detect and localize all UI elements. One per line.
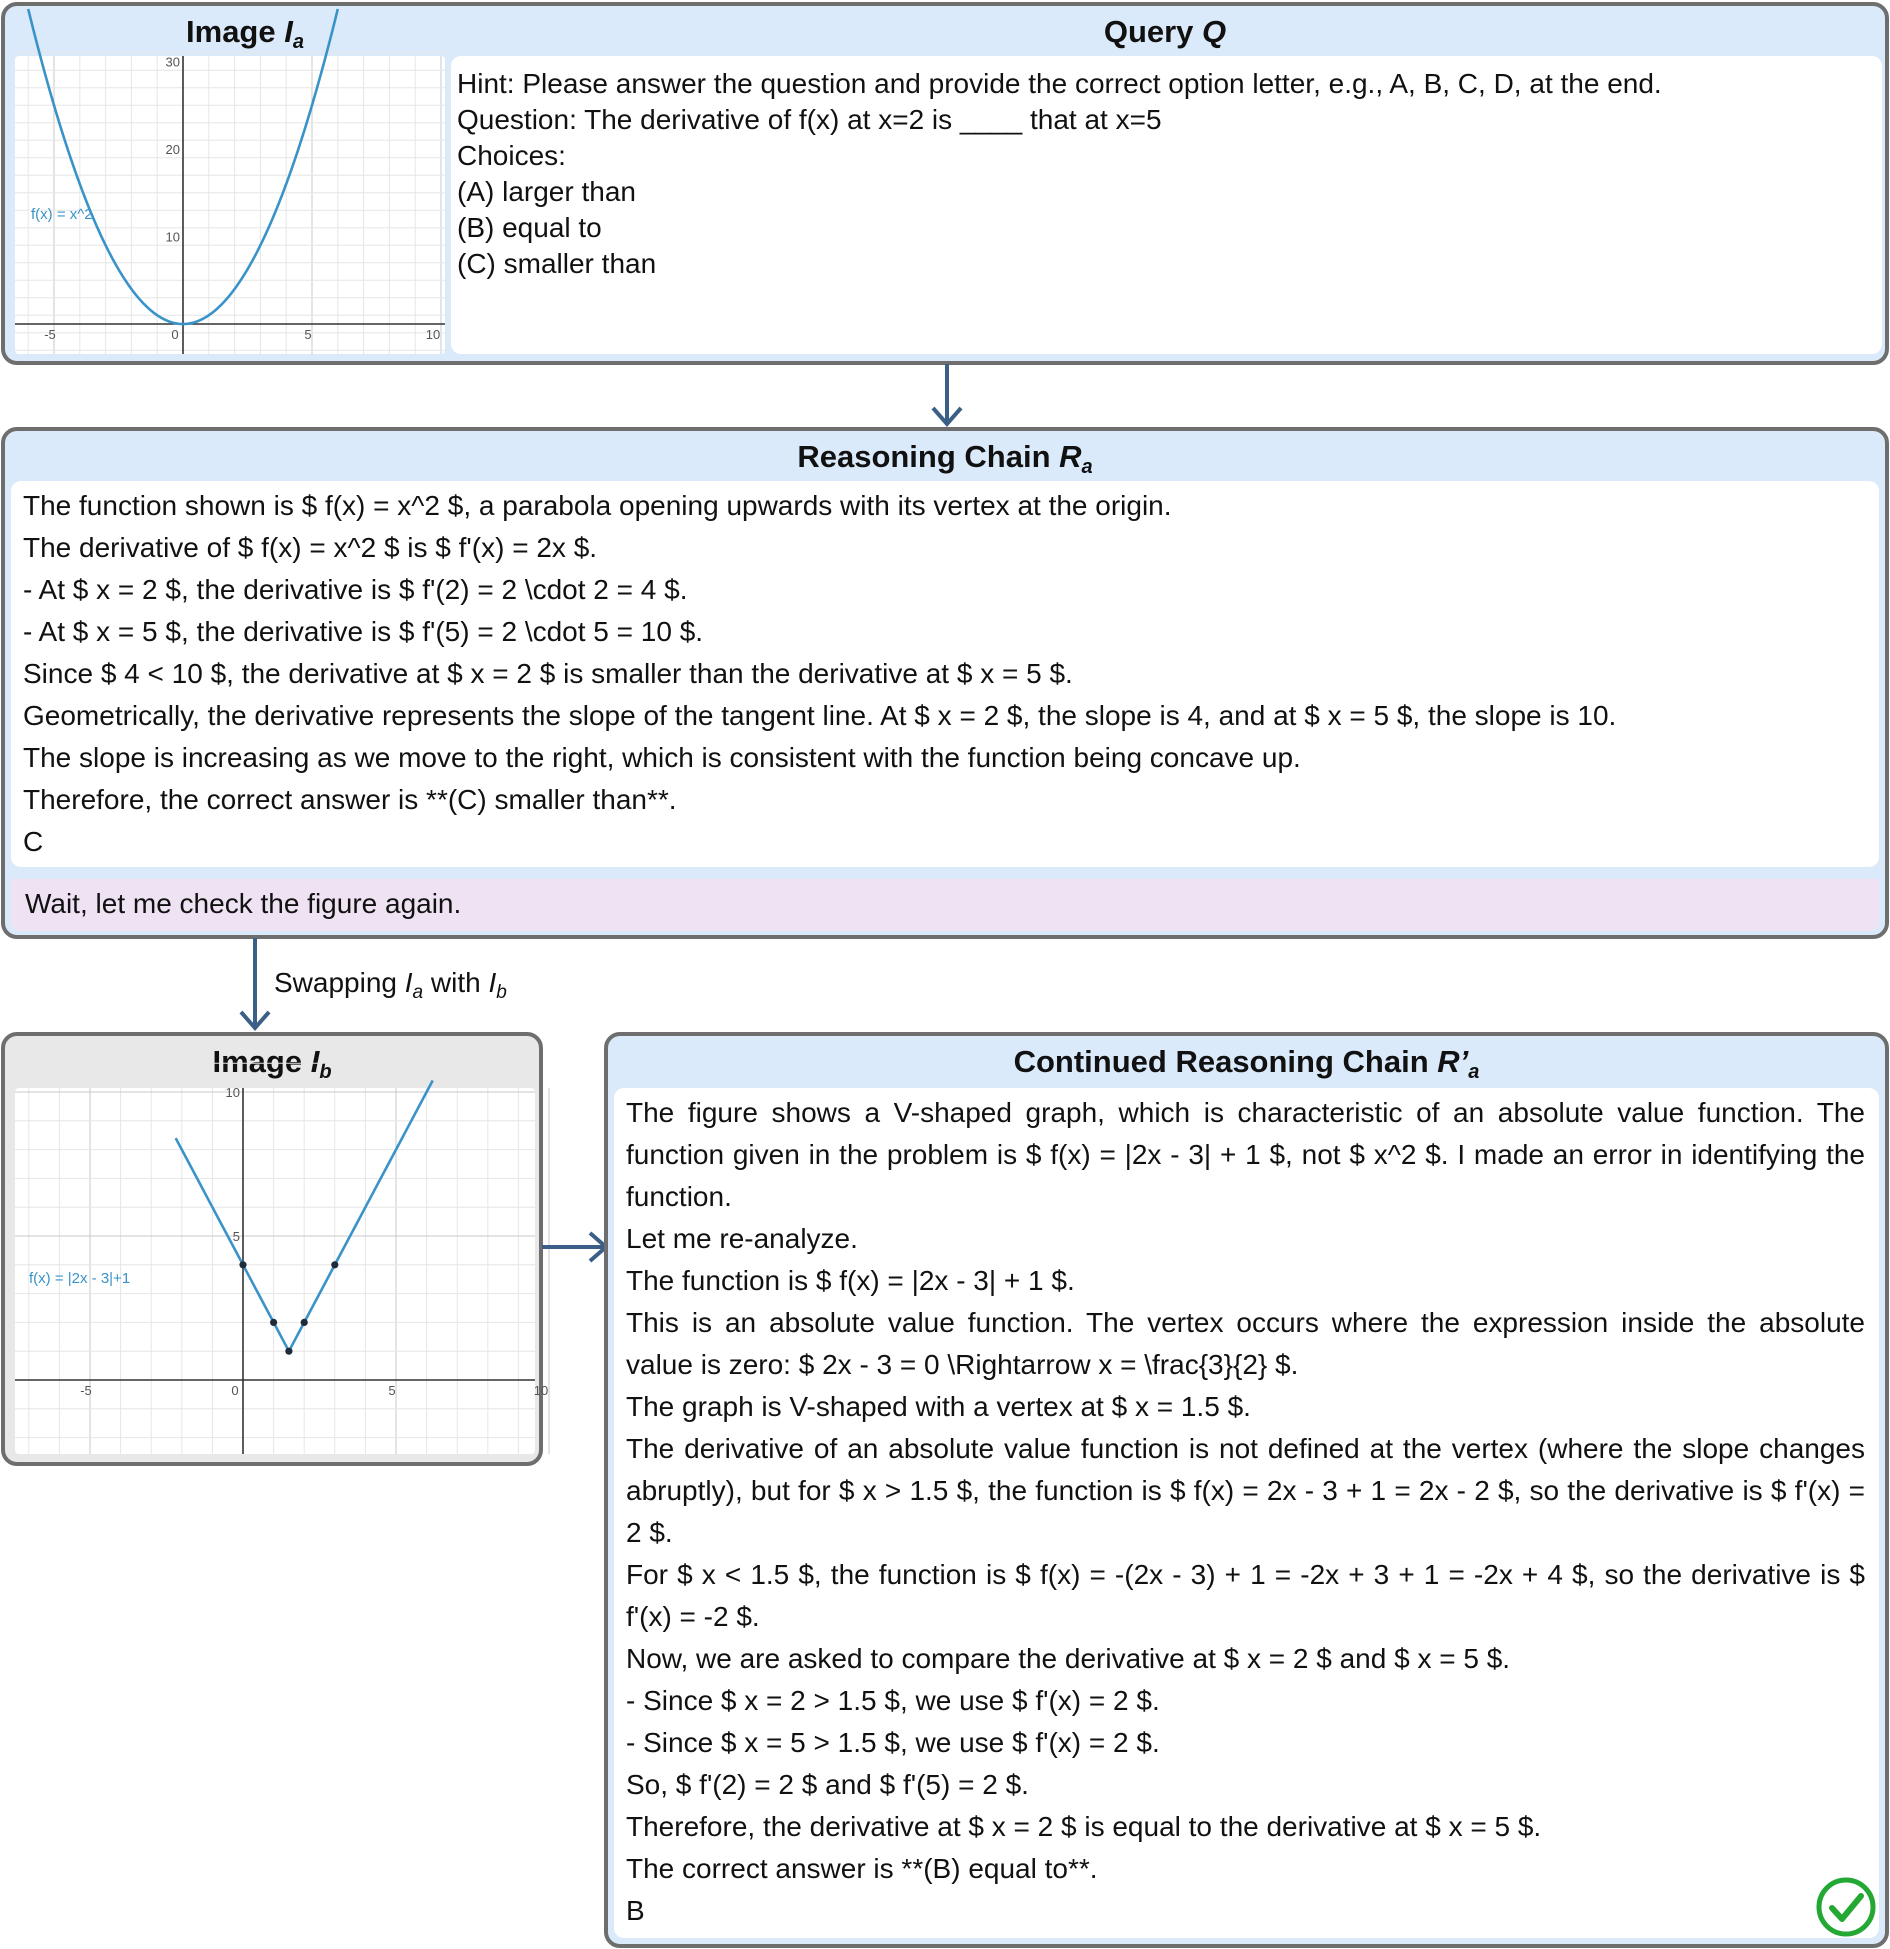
image-a-title	[5, 6, 485, 58]
swap-var-a: I	[404, 967, 413, 998]
continued-line: - Since $ x = 2 > 1.5 $, we use $ f'(x) = 2 $.	[626, 1685, 1160, 1716]
image-a-plot	[15, 56, 445, 354]
swap-label	[274, 966, 507, 1010]
x-tick-label: 5	[304, 327, 312, 342]
query-title-text: Query	[1103, 14, 1203, 49]
top-panel	[1, 2, 1889, 365]
continued-title-var: R’	[1437, 1044, 1469, 1079]
continued-line: This is an absolute value function. The vertex occurs where the expression inside the absolute value is zero: $ 2x - 3 = 0 \Rightarrow x = \frac{3}{2} $.	[626, 1307, 1865, 1380]
down-arrow-icon	[930, 364, 964, 428]
image-b-title-var: I	[310, 1044, 320, 1079]
reasoning-line: - At $ x = 5 $, the derivative is $ f'(5) = 2 \cdot 5 = 10 $.	[23, 616, 704, 647]
y-tick-label: 5	[232, 1229, 240, 1244]
image-b-title	[5, 1036, 539, 1088]
continued-title	[608, 1036, 1885, 1088]
right-arrow-icon	[542, 1230, 610, 1264]
reasoning-title	[5, 431, 1885, 483]
image-a-title-sub: a	[292, 31, 304, 53]
curve-label: f(x) = |2x - 3|+1	[29, 1270, 131, 1287]
image-b-title-sub: b	[319, 1061, 332, 1083]
continued-line: So, $ f'(2) = 2 $ and $ f'(5) = 2 $.	[626, 1769, 1029, 1800]
reasoning-line: The slope is increasing as we move to the right, which is consistent with the function being concave up.	[23, 742, 1301, 773]
query-title-var: Q	[1202, 14, 1227, 49]
continued-line: The derivative of an absolute value function is not defined at the vertex (where the slope changes abruptly), but for $ x > 1.5 $, the function is $ f(x) = 2x - 3 + 1 = 2x - 2 $, so the derivative is $ f'(x) = 2 $.	[626, 1433, 1865, 1548]
query-title	[445, 6, 1885, 58]
continued-line: B	[626, 1895, 645, 1926]
x-tick-label: 5	[388, 1383, 396, 1398]
wait-message: Wait, let me check the figure again.	[11, 879, 1879, 931]
image-b-panel	[1, 1032, 549, 1466]
reasoning-panel	[1, 427, 1889, 939]
curve-point	[239, 1261, 246, 1268]
check-circle-icon	[1815, 1876, 1877, 1938]
image-a-title-text: Image	[186, 14, 285, 49]
reasoning-line: Therefore, the correct answer is **(C) smaller than**.	[23, 784, 677, 815]
continued-line: For $ x < 1.5 $, the function is $ f(x) = -(2x - 3) + 1 = -2x + 3 + 1 = -2x + 4 $, so the derivative is $ f'(x) = -2 $.	[626, 1559, 1865, 1632]
image-a-title-var: I	[284, 14, 293, 49]
continued-line: The function is $ f(x) = |2x - 3| + 1 $.	[626, 1265, 1075, 1296]
reasoning-title-sub: a	[1081, 456, 1093, 478]
x-tick-label: -5	[44, 327, 56, 342]
reasoning-text-box	[11, 481, 1879, 867]
continued-line: Therefore, the derivative at $ x = 2 $ is equal to the derivative at $ x = 5 $.	[626, 1811, 1542, 1842]
query-line: (C) smaller than	[457, 248, 657, 279]
continued-title-text: Continued Reasoning Chain	[1013, 1044, 1438, 1079]
reasoning-line: Since $ 4 < 10 $, the derivative at $ x = 2 $ is smaller than the derivative at $ x = 5 $.	[23, 658, 1073, 689]
reasoning-line: The function shown is $ f(x) = x^2 $, a parabola opening upwards with its vertex at the origin.	[23, 490, 1172, 521]
continued-panel	[604, 1032, 1889, 1948]
x-tick-label: 0	[171, 327, 179, 342]
image-b-plot	[15, 1085, 549, 1454]
query-line: (A) larger than	[457, 176, 636, 207]
reasoning-line: The derivative of $ f(x) = x^2 $ is $ f'(x) = 2x $.	[23, 532, 598, 563]
curve-point	[301, 1319, 308, 1326]
reasoning-line: C	[23, 826, 44, 857]
parabola-plot	[15, 56, 445, 354]
reasoning-line: - At $ x = 2 $, the derivative is $ f'(2) = 2 \cdot 2 = 4 $.	[23, 574, 688, 605]
continued-line: The graph is V-shaped with a vertex at $ x = 1.5 $.	[626, 1391, 1251, 1422]
x-tick-label: 10	[533, 1383, 549, 1398]
swap-down-arrow-icon	[238, 938, 272, 1032]
reasoning-title-text: Reasoning Chain	[797, 439, 1060, 474]
query-line: Question: The derivative of f(x) at x=2 is ____ that at x=5	[457, 104, 1162, 135]
reasoning-title-var: R	[1059, 439, 1082, 474]
continued-line: - Since $ x = 5 > 1.5 $, we use $ f'(x) = 2 $.	[626, 1727, 1160, 1758]
image-b-title-text: Image	[212, 1044, 311, 1079]
y-tick-label: 10	[165, 229, 180, 245]
continued-text-box	[614, 1088, 1879, 1938]
query-line: Hint: Please answer the question and provide the correct option letter, e.g., A, B, C, D, at the end.	[457, 68, 1662, 99]
swap-sub-b: b	[496, 982, 507, 1003]
query-line: Choices:	[457, 140, 566, 171]
reasoning-line: Geometrically, the derivative represents the slope of the tangent line. At $ x = 2 $, the slope is 4, and at $ x = 5 $, the slope is 10.	[23, 700, 1617, 731]
curve-point	[331, 1261, 338, 1268]
y-tick-label: 20	[165, 142, 180, 157]
swap-prefix: Swapping	[274, 967, 405, 998]
continued-line: The figure shows a V-shaped graph, which is characteristic of an absolute value function. The function given in the problem is $ f(x) = |2x - 3| + 1 $, not $ x^2 $. I made an error in identifying the function.	[626, 1097, 1865, 1212]
query-text-box	[451, 56, 1882, 354]
curve-label: f(x) = x^2	[31, 206, 93, 223]
swap-sub-a: a	[412, 982, 424, 1003]
continued-line: Let me re-analyze.	[626, 1223, 858, 1254]
continued-line: The correct answer is **(B) equal to**.	[626, 1853, 1098, 1884]
continued-line: Now, we are asked to compare the derivative at $ x = 2 $ and $ x = 5 $.	[626, 1643, 1511, 1674]
y-tick-label: 30	[165, 54, 180, 70]
x-tick-label: 10	[425, 327, 441, 342]
query-line: (B) equal to	[457, 212, 602, 243]
swap-middle: with	[423, 967, 489, 998]
curve-point	[285, 1348, 292, 1355]
swap-var-b: I	[488, 967, 497, 998]
y-tick-label: 10	[225, 1085, 240, 1100]
x-tick-label: -5	[80, 1383, 92, 1398]
x-tick-label: 0	[231, 1383, 239, 1398]
continued-title-sub: a	[1468, 1061, 1480, 1083]
curve-point	[270, 1319, 277, 1326]
v-shape-plot	[15, 1085, 549, 1454]
